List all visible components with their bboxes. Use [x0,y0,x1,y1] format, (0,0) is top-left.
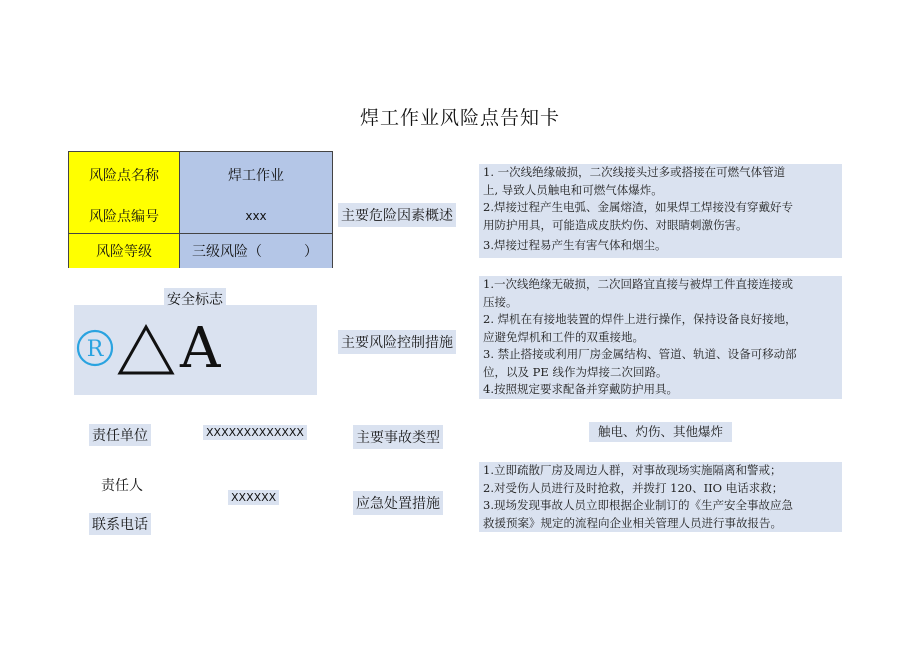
accident-value: 触电、灼伤、其他爆炸 [589,422,732,442]
risk-name-label: 风险点名称 [69,152,180,198]
controls-line: 压接。 [483,294,518,309]
hazards-label: 主要危险因素概述 [338,203,456,227]
resp-unit-value: XXXXXXXXXXXXX [203,425,307,440]
emergency-label: 应急处置措施 [353,491,443,515]
emergency-text [479,462,842,532]
risk-level-value-cell [180,234,332,268]
safety-sign-label: 安全标志 [164,288,226,310]
emergency-line: 1.立即疏散厂房及周边人群，对事故现场实施隔离和警戒； [483,463,782,477]
hazards-line: 2.焊接过程产生电弧、金属熔渣，如果焊工焊接没有穿戴好专 [483,200,793,214]
controls-label: 主要风险控制措施 [338,330,456,354]
controls-line: 4.按照规定要求配备并穿戴防护用具。 [483,382,678,396]
resp-unit-label: 责任单位 [89,424,151,446]
hazards-line: 1. 一次线绝缘破损，二次线接头过多或搭接在可燃气体管道 [483,165,786,179]
page-title: 焊工作业风险点告知卡 [359,107,560,129]
emergency-line: 3.现场发现事故人员立即根据企业制订的《生产安全事故应急 [483,498,793,512]
accident-label: 主要事故类型 [353,425,443,449]
sign-letter-a: A [180,316,221,381]
controls-line: 2. 焊机在有接地装置的焊件上进行操作，保持设备良好接地， [483,312,797,326]
info-row-level [69,234,332,268]
registered-icon [76,329,114,367]
hazards-text [479,164,842,258]
hazards-line: 上, 导致人员触电和可燃气体爆炸。 [483,182,663,197]
resp-phone-label: 联系电话 [89,513,151,535]
svg-text:R: R [86,337,104,362]
info-row-code [69,198,332,234]
triangle-icon [116,323,176,377]
controls-line: 1.一次线绝缘无破损，二次回路宜直接与被焊工件直接连接或 [483,277,793,291]
risk-level-label: 风险等级 [69,234,180,268]
emergency-line: 救援预案》规定的流程向企业相关管理人员进行事故报告。 [483,515,782,530]
risk-name-value: 焊工作业 [180,152,332,198]
resp-person-label: 责任人 [101,478,143,494]
hazards-line: 用防护用具，可能造成皮肤灼伤、对眼睛刺激伤害。 [483,217,748,232]
emergency-line: 2.对受伤人员进行及时抢救，并拨打 120、IIO 电话求救； [483,480,784,495]
info-row-name [69,152,332,199]
resp-person-value: XXXXXX [228,490,279,505]
hazards-line: 3.焊接过程易产生有害气体和烟尘。 [483,238,667,252]
risk-code-label: 风险点编号 [69,198,180,233]
controls-line: 应避免焊机和工件的双重接地。 [483,329,644,344]
controls-line: 3. 禁止搭接或利用厂房金属结构、管道、轨道、设备可移动部 [483,347,797,361]
risk-code-value: xxx [180,198,332,233]
risk-level-value: 三级风险（ [192,244,262,260]
controls-line: 位，以及 PE 线作为焊接二次回路。 [483,364,668,379]
risk-info-table [68,151,333,268]
controls-text [479,276,842,399]
risk-level-paren: ） [304,244,318,260]
